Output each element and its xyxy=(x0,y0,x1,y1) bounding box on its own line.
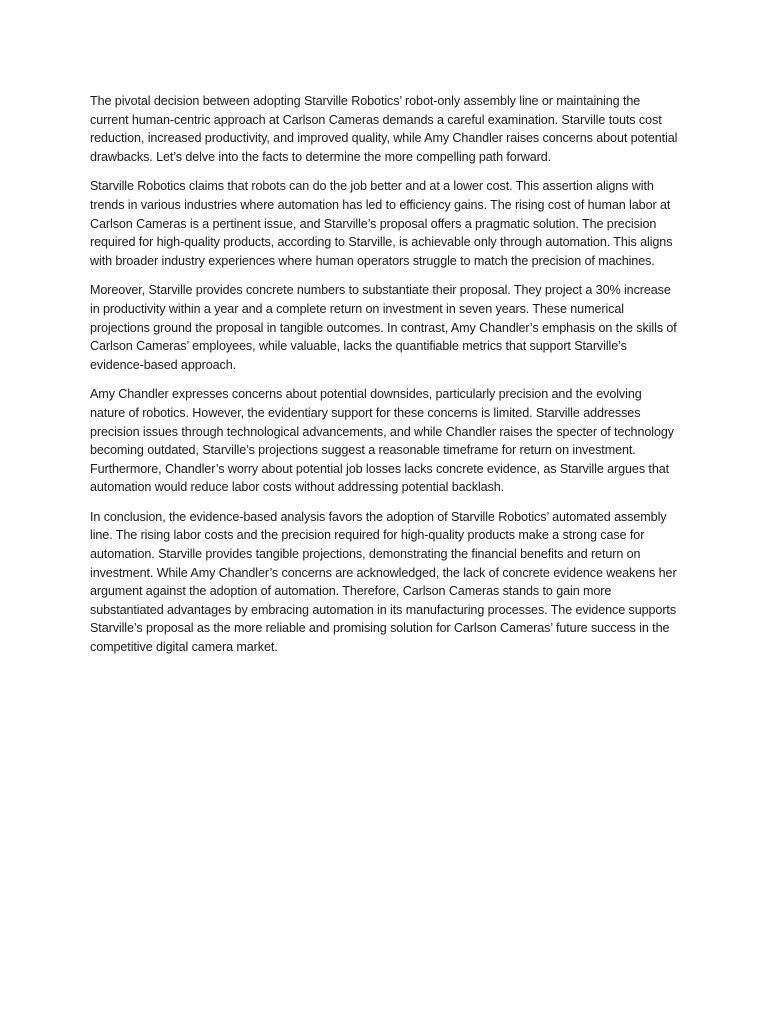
document-body xyxy=(90,92,680,668)
paragraph-conclusion: In conclusion, the evidence-based analysis favors the adoption of Starville Robotics’ automated assembly line. The rising labor costs and the precision required for high-quality products make a strong case for automation. Starville provides tangible projections, demonstrating the financial benefits and return on investment. While Amy Chandler’s concerns are acknowledged, the lack of concrete evidence weakens her argument against the adoption of automation. Therefore, Carlson Cameras stands to gain more substantiated advantages by embracing automation in its manufacturing processes. The evidence supports Starville’s proposal as the more reliable and promising solution for Carlson Cameras’ future success in the competitive digital camera market. xyxy=(90,509,677,655)
paragraph-intro: The pivotal decision between adopting Starville Robotics’ robot-only assembly line or maintaining the current human-centric approach at Carlson Cameras demands a careful examination. Starville touts cost reduction, increased productivity, and improved quality, while Amy Chandler raises concerns about potential drawbacks. Let’s delve into the facts to determine the more compelling path forward. xyxy=(90,94,678,164)
paragraph-chandler-concerns: Amy Chandler expresses concerns about potential downsides, particularly precision and the evolving nature of robotics. However, the evidentiary support for these concerns is limited. Starville addresses precision issues through technological advancements, and while Chandler raises the specter of technology becoming outdated, Starville’s projections suggest a reasonable timeframe for return on investment. Furthermore, Chandler’s worry about potential job losses lacks concrete evidence, as Starville argues that automation would reduce labor costs without addressing potential backlash. xyxy=(90,387,674,495)
paragraph-starville-claims: Starville Robotics claims that robots can do the job better and at a lower cost. This assertion aligns with trends in various industries where automation has led to efficiency gains. The rising cost of human labor at Carlson Cameras is a pertinent issue, and Starville’s proposal offers a pragmatic solution. The precision required for high-quality products, according to Starville, is achievable only through automation. This aligns with broader industry experiences where human operators struggle to match the precision of machines. xyxy=(90,179,673,268)
paragraph-projections: Moreover, Starville provides concrete numbers to substantiate their proposal. They project a 30% increase in productivity within a year and a complete return on investment in seven years. These numerical projections ground the proposal in tangible outcomes. In contrast, Amy Chandler’s emphasis on the skills of Carlson Cameras’ employees, while valuable, lacks the quantifiable metrics that support Starville’s evidence-based approach. xyxy=(90,283,677,372)
